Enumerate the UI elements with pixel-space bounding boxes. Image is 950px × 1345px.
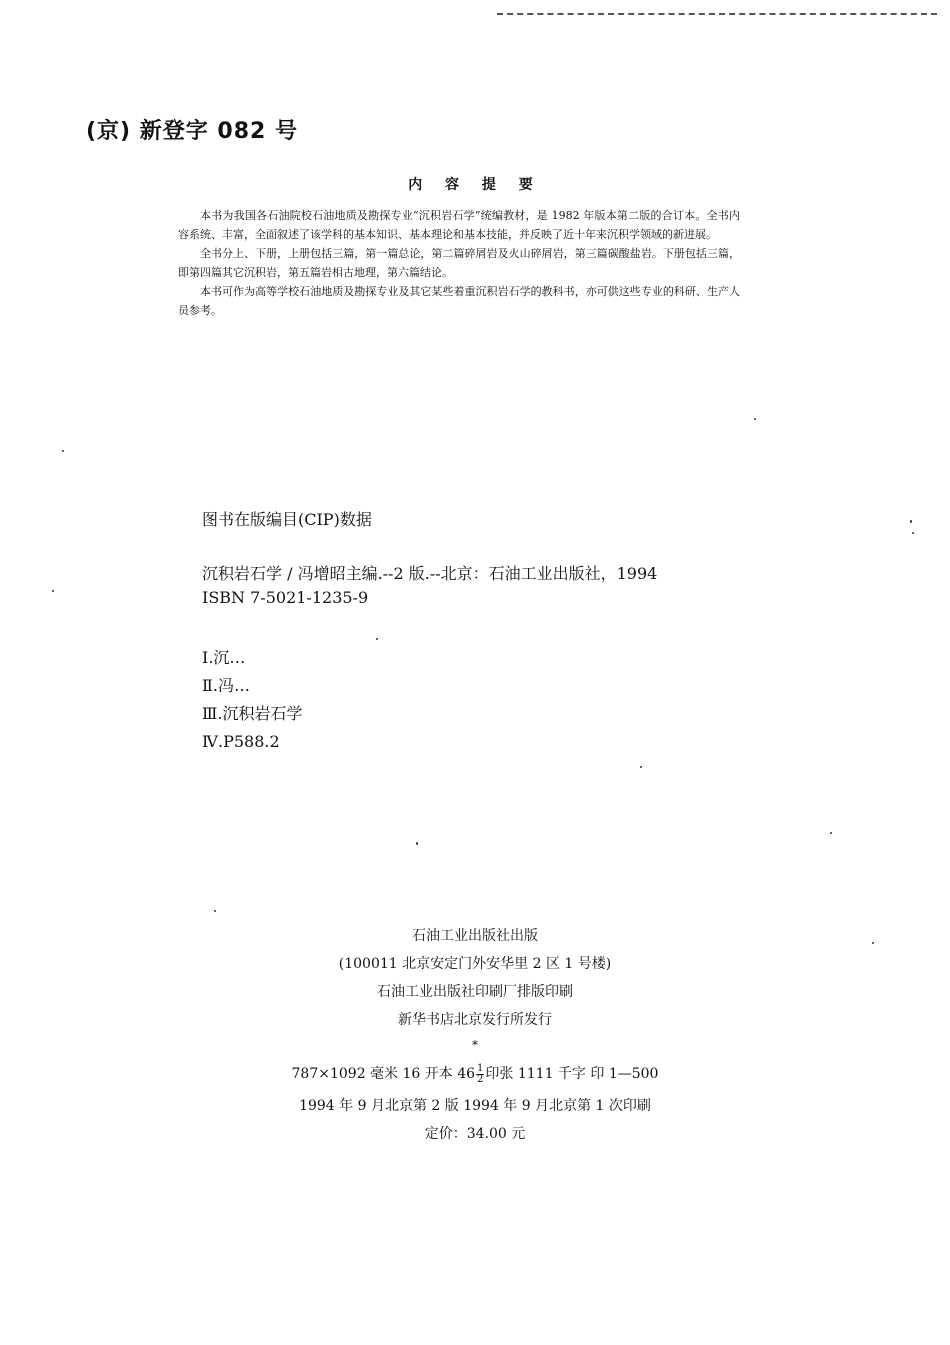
scan-speck bbox=[376, 638, 378, 640]
summary-paragraph: 本书为我国各石油院校石油地质及勘探专业“沉积岩石学”统编教材，是 1982 年版本第二版的合订本。全书内容系统、丰富，全面叙述了该学科的基本知识、基本理论和基本技能，并反映了近十年来沉积学领域的新进展。 bbox=[178, 209, 740, 241]
cip-classification bbox=[202, 644, 303, 756]
price: 定价：34.00 元 bbox=[424, 1126, 526, 1142]
scan-speck bbox=[910, 520, 912, 523]
fraction-denominator: 2 bbox=[477, 1073, 484, 1085]
fraction-numerator: 1 bbox=[477, 1062, 484, 1074]
registration-number: (京) 新登字 082 号 bbox=[86, 119, 299, 144]
scan-speck bbox=[872, 942, 874, 944]
cip-heading: 图书在版编目(CIP)数据 bbox=[202, 510, 372, 529]
dashed-cut-line bbox=[497, 13, 937, 15]
printer: 石油工业出版社印刷厂排版印刷 bbox=[377, 984, 573, 1000]
scan-speck bbox=[62, 450, 64, 452]
summary-body bbox=[178, 206, 740, 320]
imprint-block bbox=[0, 922, 950, 1148]
scan-speck bbox=[830, 832, 832, 834]
classification-item: Ⅲ.沉积岩石学 bbox=[202, 704, 303, 723]
scan-speck bbox=[214, 910, 216, 912]
format-spec bbox=[0, 1056, 950, 1092]
edition-info: 1994 年 9 月北京第 2 版 1994 年 9 月北京第 1 次印刷 bbox=[299, 1098, 651, 1114]
summary-paragraph: 全书分上、下册，上册包括三篇，第一篇总论，第二篇碎屑岩及火山碎屑岩，第三篇碳酸盐岩。下册包括三篇，即第四篇其它沉积岩，第五篇岩相古地理，第六篇结论。 bbox=[178, 247, 740, 279]
classification-item: Ⅰ.沉… bbox=[202, 648, 246, 667]
spec-after: 印张 1111 千字 印 1—500 bbox=[485, 1066, 659, 1082]
distributor: 新华书店北京发行所发行 bbox=[398, 1012, 552, 1028]
cip-record-block bbox=[202, 562, 657, 610]
publisher-address: (100011 北京安定门外安华里 2 区 1 号楼) bbox=[338, 956, 612, 972]
spec-before: 787×1092 毫米 16 开本 46 bbox=[291, 1066, 476, 1082]
classification-item: Ⅳ.P588.2 bbox=[202, 732, 280, 751]
scan-speck bbox=[52, 590, 54, 592]
separator-star: * bbox=[472, 1038, 478, 1052]
cip-record: 沉积岩石学 / 冯增昭主编.--2 版.--北京：石油工业出版社，1994 bbox=[202, 564, 658, 583]
scan-speck bbox=[640, 766, 642, 768]
isbn: ISBN 7-5021-1235-9 bbox=[202, 588, 369, 607]
scan-speck bbox=[416, 842, 418, 845]
spec-fraction bbox=[476, 1064, 484, 1085]
scan-speck bbox=[754, 418, 756, 420]
classification-item: Ⅱ.冯… bbox=[202, 676, 250, 695]
summary-title: 内 容 提 要 bbox=[408, 177, 542, 193]
scan-speck bbox=[912, 532, 914, 534]
summary-paragraph: 本书可作为高等学校石油地质及勘探专业及其它某些着重沉积岩石学的教科书，亦可供这些专业的科研、生产人员参考。 bbox=[178, 285, 740, 317]
publisher: 石油工业出版社出版 bbox=[412, 928, 538, 944]
